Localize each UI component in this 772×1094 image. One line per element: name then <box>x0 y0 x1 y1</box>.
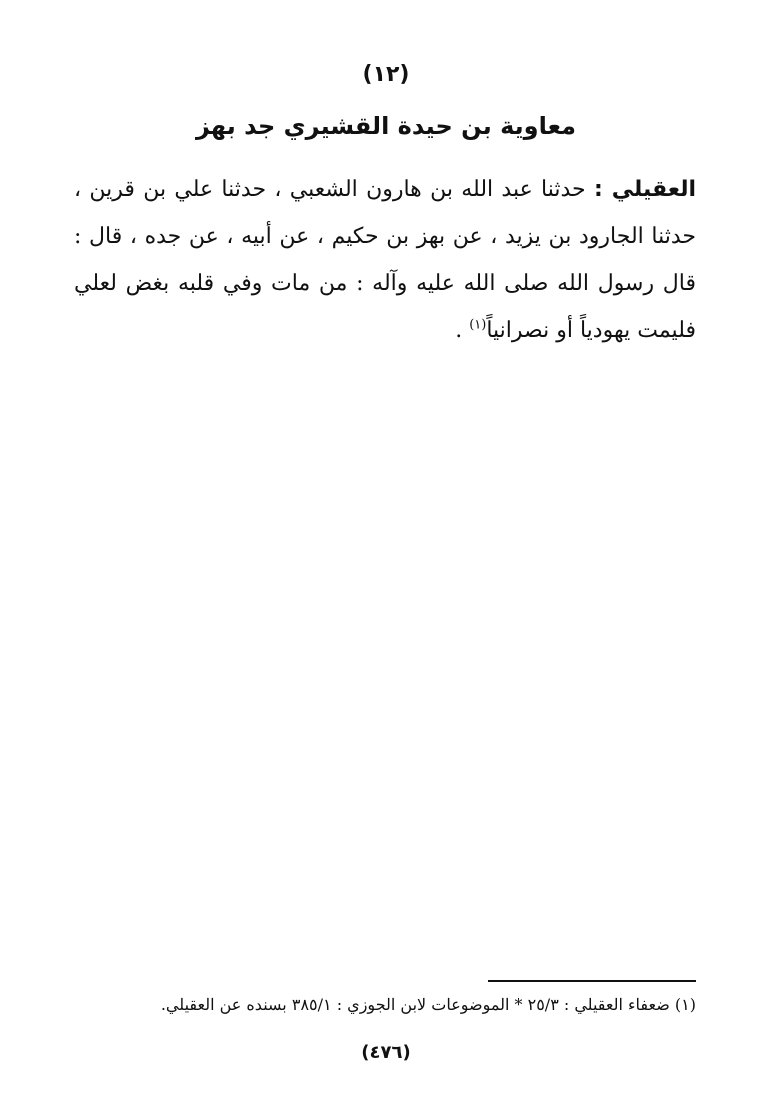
narration-text: حدثنا عبد الله بن هارون الشعبي ، حدثنا علي بن قرين ، حدثنا الجارود بن يزيد ، عن بهز بن حكيم ، عن أبيه ، عن جده ، قال : قال رسول الله صلى الله عليه وآله : من مات وفي قلبه بغض لعلي فليمت يهودياً أو نصرانياً <box>74 177 696 343</box>
end-punctuation: . <box>455 318 470 343</box>
footnote: (١) ضعفاء العقيلي : ٢٥/٣ * الموضوعات لابن الجوزي : ٣٨٥/١ بسنده عن العقيلي. <box>160 995 696 1014</box>
source-name: العقيلي : <box>593 177 697 202</box>
page-number: (٤٧٦) <box>361 1042 411 1063</box>
body-paragraph <box>74 166 696 354</box>
footnote-reference: (١) <box>469 317 487 333</box>
footnote-separator <box>488 980 696 982</box>
entry-title: معاوية بن حيدة القشيري جد بهز <box>195 112 576 140</box>
entry-number: (١٢) <box>362 62 410 87</box>
